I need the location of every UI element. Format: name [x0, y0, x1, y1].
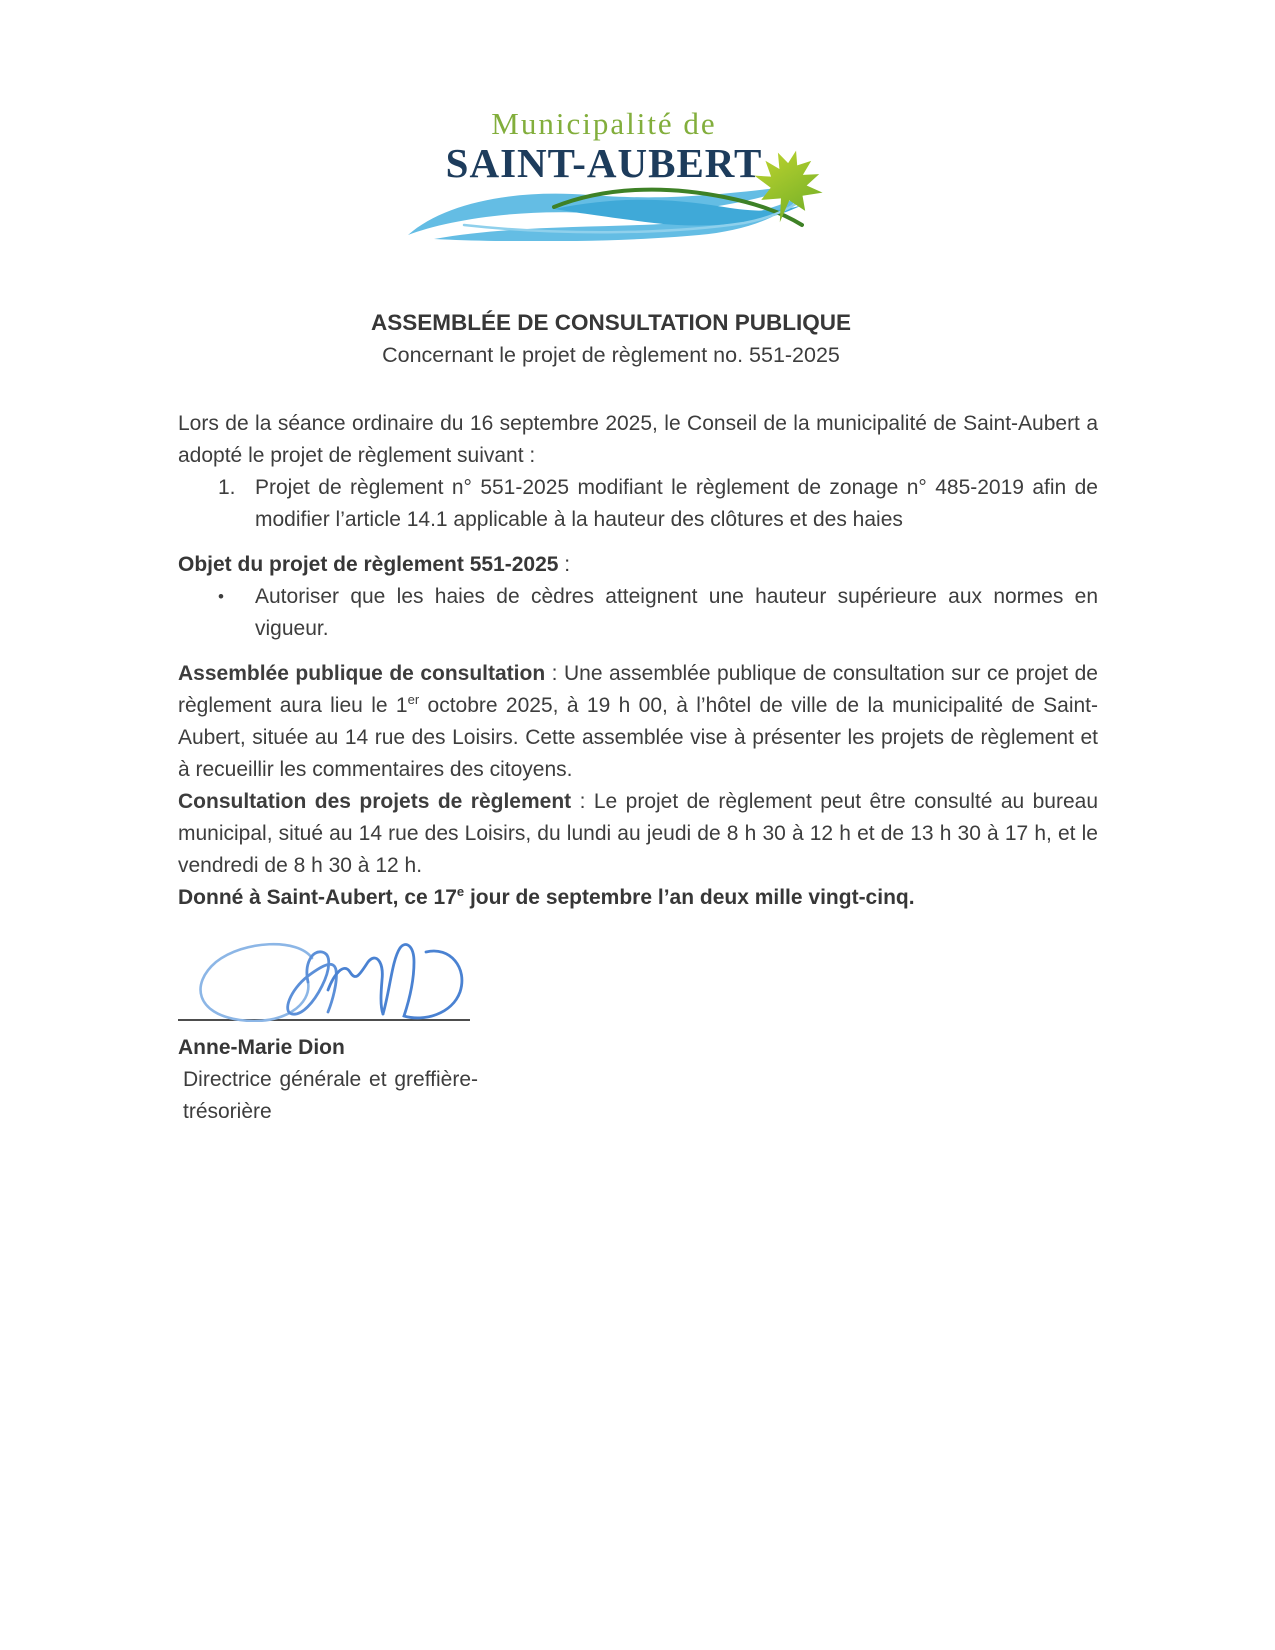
- page-subtitle: Concernant le projet de règlement no. 551-2025: [382, 343, 840, 367]
- assemblee-text-2: octobre 2025, à 19 h 00, à l’hôtel de ville de la municipalité de Saint-Aubert, située au 14 rue des Loisirs. Cette assemblée vise à présenter les projets de règlement et à recueillir les commentaires des citoyens.: [178, 694, 1098, 781]
- page-title: ASSEMBLÉE DE CONSULTATION PUBLIQUE: [370, 310, 851, 335]
- signatory-role: Directrice générale et greffière-trésorière: [183, 1068, 478, 1123]
- donne-text-1: Donné à Saint-Aubert, ce 17: [178, 886, 457, 909]
- donne-line: [178, 882, 1098, 914]
- assemblee-colon: :: [545, 662, 564, 685]
- consultation-lead: Consultation des projets de règlement: [178, 790, 572, 813]
- donne-sup: e: [456, 884, 465, 899]
- consultation-paragraph: [178, 786, 1098, 882]
- bullet-item: [178, 581, 1098, 645]
- assemblee-text-1: Une assemblée publique de consultation sur ce projet de règlement aura lieu le 1: [178, 662, 1098, 717]
- intro-paragraph: Lors de la séance ordinaire du 16 septembre 2025, le Conseil de la municipalité de Saint-Aubert a adopté le projet de règlement suivant :: [178, 412, 1098, 467]
- bullet-marker: •: [218, 587, 224, 606]
- assemblee-paragraph: [178, 658, 1098, 786]
- signature-block: [178, 930, 478, 1128]
- assemblee-lead: Assemblée publique de consultation: [178, 662, 546, 685]
- numbered-item: [178, 472, 1098, 536]
- document-heading: [0, 310, 1222, 368]
- objet-heading: [178, 549, 1098, 581]
- wave-graphic: [404, 183, 804, 241]
- assemblee-sup: er: [407, 692, 420, 707]
- signatory-name: Anne-Marie Dion: [178, 1036, 345, 1059]
- consultation-colon: :: [571, 790, 594, 813]
- signature-image: [186, 930, 476, 1022]
- objet-heading-bold: Objet du projet de règlement 551-2025: [178, 553, 559, 576]
- municipality-logo: [404, 106, 804, 241]
- bullet-item-text: Autoriser que les haies de cèdres atteignent une hauteur supérieure aux normes en vigueur.: [255, 585, 1098, 640]
- maple-leaf-icon: [748, 148, 826, 226]
- logo-text-line1: Municipalité de: [491, 106, 717, 141]
- numbered-item-text: Projet de règlement n° 551-2025 modifiant le règlement de zonage n° 485-2019 afin de modifier l’article 14.1 applicable à la hauteur des clôtures et des haies: [255, 476, 1098, 531]
- consultation-text: Le projet de règlement peut être consulté au bureau municipal, situé au 14 rue des Loisirs, du lundi au jeudi de 8 h 30 à 12 h et de 13 h 30 à 17 h, et le vendredi de 8 h 30 à 12 h.: [178, 790, 1098, 877]
- signature-line: [178, 1019, 470, 1021]
- numbered-item-marker: 1.: [218, 476, 236, 499]
- objet-heading-colon: :: [558, 553, 571, 576]
- document-body: [178, 408, 1098, 1128]
- logo-text-line2: SAINT-AUBERT: [445, 140, 763, 186]
- donne-text-2: jour de septembre l’an deux mille vingt-cinq.: [464, 886, 915, 909]
